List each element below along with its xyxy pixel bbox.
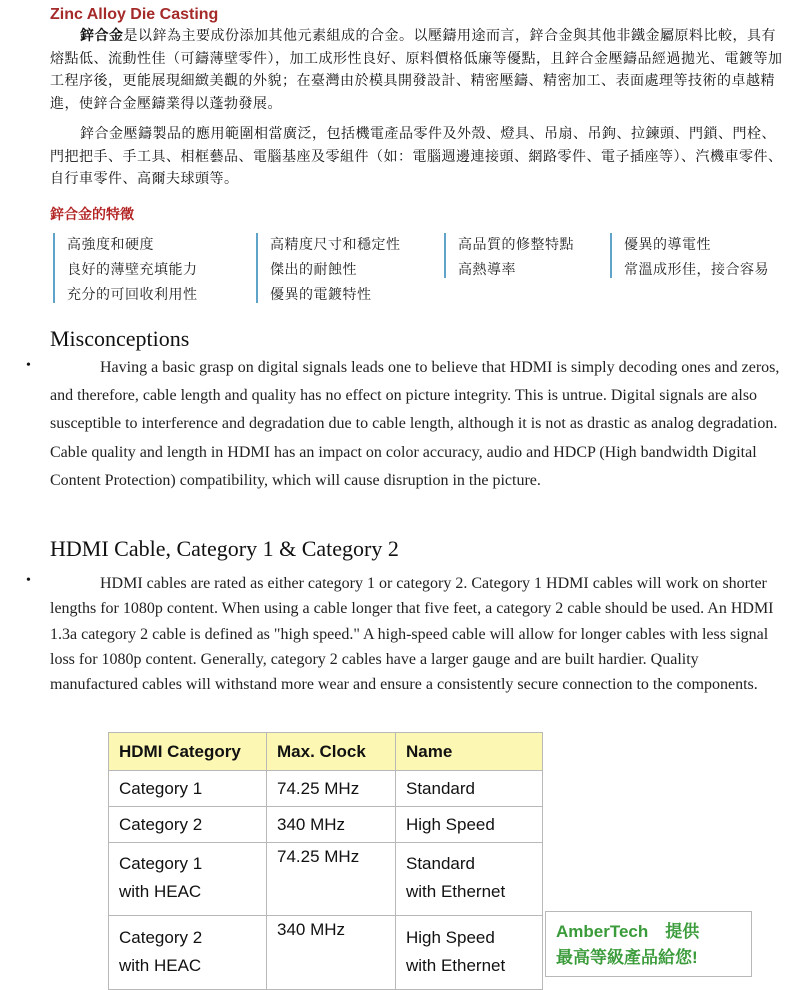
table-row — [109, 916, 543, 990]
zinc-application-text: 鋅合金壓鑄製品的應用範圍相當廣泛，包括機電產品零件及外殼、燈具、吊扇、吊鉤、拉鍊頭、門鎖、門栓、門把把手、手工具、相框藝品、電腦基座及零組件（如：電腦週邊連接頭、網路零件、電子插座等）、汽機車零件、自行車零件、高爾夫球頭等。 — [50, 127, 783, 187]
ambertech-promo-box — [545, 911, 752, 977]
feature-item: 良好的薄壁充填能力 — [67, 263, 198, 278]
cell-name: Standard — [396, 771, 543, 807]
promo-line-2: 最高等級產品給您! — [556, 948, 698, 967]
cell-category: Category 1 — [109, 771, 267, 807]
feature-item: 高品質的修整特點 — [458, 238, 574, 253]
cell-max-clock: 340 MHz — [267, 807, 396, 843]
feature-column-3 — [444, 233, 574, 278]
feature-item: 傑出的耐蝕性 — [270, 263, 357, 278]
cell-line: High Speed — [406, 928, 495, 947]
hdmi-category-text: HDMI cables are rated as either category 1 or category 2. Category 1 HDMI cables will work on shorter lengths for 1080p content. When using a cable longer that five feet, a category 2 cable should be used. An HDMI 1.3a category 2 cable is defined as "high speed." A high-speed cable will allow for longer cables with less signal loss for 1080p content. Generally, category 2 cables have a larger gauge and are built hardier. Quality manufactured cables will withstand more wear and ensure a consistently secure connection to the components. — [50, 575, 774, 694]
cell-line: with HEAC — [119, 956, 202, 975]
cell-line: Category 2 — [119, 928, 203, 947]
misconceptions-paragraph — [50, 354, 780, 495]
zinc-application-paragraph — [50, 124, 785, 192]
zinc-alloy-term: 鋅合金 — [80, 29, 124, 44]
zinc-intro-text: 是以鋅為主要成份添加其他元素組成的合金。以壓鑄用途而言，鋅合金與其他非鐵金屬原料比較，具有熔點低、流動性佳（可鑄薄壁零件），加工成形性良好、原料價格低廉等優點，且鋅合金壓鑄品經過拋光、電鍍等加工程序後，更能展現細緻美觀的外貌；在臺灣由於模具開發設計、精密壓鑄、精密加工、表面處理等技術的卓越精進，使鋅合金壓鑄業得以蓬勃發展。 — [50, 29, 783, 112]
feature-column-4 — [610, 233, 769, 278]
bullet-marker: • — [26, 573, 31, 588]
cell-line: with Ethernet — [406, 882, 506, 901]
feature-item: 優異的導電性 — [624, 238, 711, 253]
cell-category — [109, 916, 267, 990]
feature-column-1 — [53, 233, 198, 303]
cell-category — [109, 843, 267, 916]
cell-max-clock: 74.25 MHz — [267, 771, 396, 807]
feature-item: 高強度和硬度 — [67, 238, 154, 253]
cell-max-clock: 74.25 MHz — [267, 843, 396, 916]
section-title-zinc: Zinc Alloy Die Casting — [50, 6, 219, 23]
feature-column-2 — [256, 233, 401, 303]
feature-item: 高精度尺寸和穩定性 — [270, 238, 401, 253]
hdmi-category-paragraph — [50, 571, 780, 697]
feature-item: 高熱導率 — [458, 263, 516, 278]
cell-line: with HEAC — [119, 882, 202, 901]
promo-line-1: AmberTech 提供 — [556, 922, 700, 941]
cell-max-clock: 340 MHz — [267, 916, 396, 990]
cell-line: Standard — [406, 854, 475, 873]
header-max-clock: Max. Clock — [267, 733, 396, 771]
misconceptions-text: Having a basic grasp on digital signals leads one to believe that HDMI is simply decoding ones and zeros, and therefore, cable length and quality has no effect on picture integrity. This is untrue. Digital signals are also susceptible to interference and degradation due to cable length, although it is not as drastic as analog degradation. Cable quality and length in HDMI has an impact on color accuracy, audio and HDCP (High bandwidth Digital Content Protection) compatibility, which will cause disruption in the picture. — [50, 359, 780, 489]
cell-name — [396, 843, 543, 916]
bullet-marker: • — [26, 358, 31, 373]
zinc-intro-paragraph — [50, 26, 785, 116]
hdmi-category-heading: HDMI Cable, Category 1 & Category 2 — [50, 536, 399, 561]
cell-name: High Speed — [396, 807, 543, 843]
table-row — [109, 771, 543, 807]
cell-name — [396, 916, 543, 990]
features-heading: 鋅合金的特徵 — [50, 206, 134, 222]
cell-line: Category 1 — [119, 854, 203, 873]
header-name: Name — [396, 733, 543, 771]
feature-item: 優異的電鍍特性 — [270, 288, 372, 303]
hdmi-spec-table — [108, 732, 543, 990]
misconceptions-heading: Misconceptions — [50, 326, 190, 351]
table-row — [109, 843, 543, 916]
feature-item: 充分的可回收利用性 — [67, 288, 198, 303]
header-hdmi-category: HDMI Category — [109, 733, 267, 771]
cell-line: with Ethernet — [406, 956, 506, 975]
table-row — [109, 807, 543, 843]
table-header-row — [109, 733, 543, 771]
cell-category: Category 2 — [109, 807, 267, 843]
feature-item: 常溫成形佳，接合容易 — [624, 263, 769, 278]
